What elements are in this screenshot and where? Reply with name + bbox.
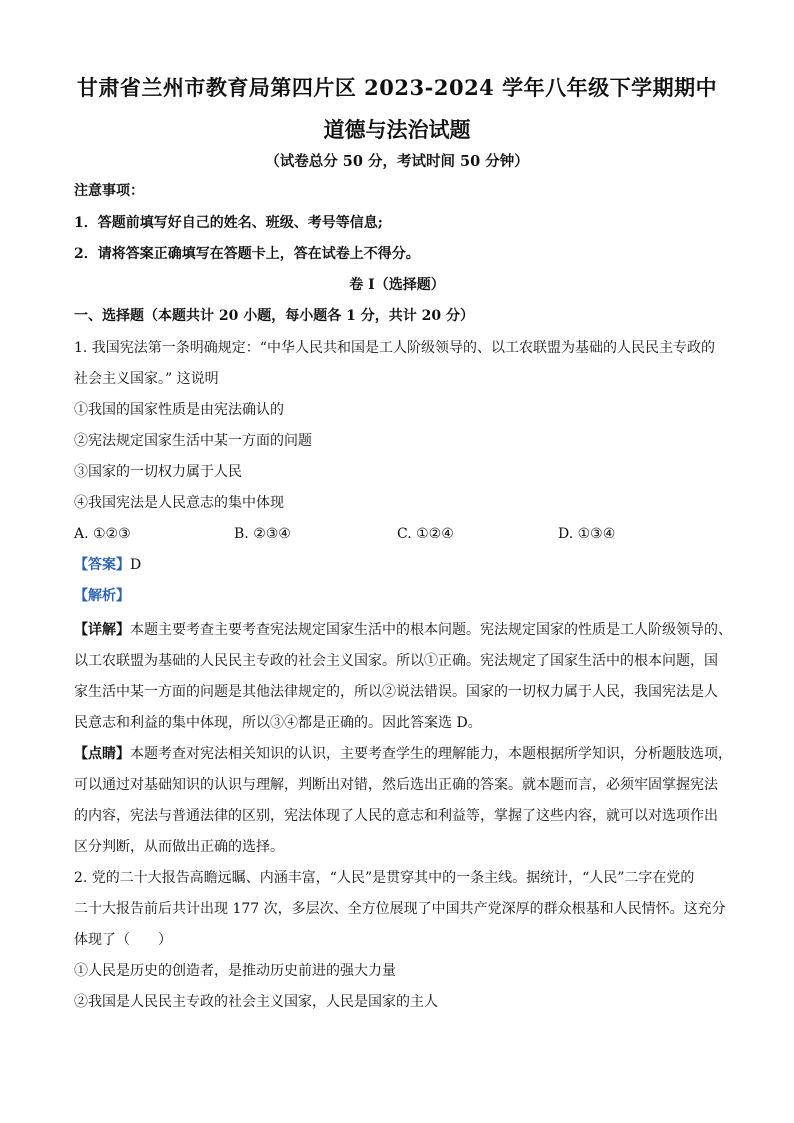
q2-statement-2: ②我国是人民民主专政的社会主义国家，人民是国家的主人 [74, 994, 438, 1010]
notice-item-2: 2．请将答案正确填写在答题卡上，答在试卷上不得分。 [74, 246, 420, 262]
q2-statement-1: ①人民是历史的创造者，是推动历史前进的强大力量 [74, 963, 396, 979]
q1-detail-line-1 [74, 620, 734, 640]
q2-stem-line-1: 2. 党的二十大报告高瞻远瞩、内涵丰富，“人民”是贯穿其中的一条主线。据统计，“人民”二字在党的 [74, 870, 695, 886]
q1-option-a: A. ①②③ [74, 526, 131, 542]
detail-text-1: 本题主要考查主要考查宪法规定国家生活中的根本问题。宪法规定国家的性质是工人阶级领导的、 [130, 622, 732, 638]
q1-comment-line-4: 区分判断，从而做出正确的选择。 [74, 839, 284, 855]
q2-stem-line-2: 二十大报告前后共计出现 177 次，多层次、全方位展现了中国共产党深厚的群众根基和人民情怀。这充分 [74, 901, 726, 917]
q1-detail-line-3: 家生活中某一方面的问题是其他法律规定的，所以②说法错误。国家的一切权力属于人民，我国宪法是人 [74, 684, 718, 700]
analysis-tag: 【解析】 [74, 588, 130, 604]
q1-statement-2: ②宪法规定国家生活中某一方面的问题 [74, 433, 312, 449]
volume-heading: 卷 I（选择题） [349, 277, 445, 293]
q1-statement-4: ④我国宪法是人民意志的集中体现 [74, 495, 284, 511]
comment-text-1: 本题考查对宪法相关知识的认识，主要考查学生的理解能力，本题根据所学知识，分析题肢选项， [130, 746, 732, 762]
comment-tag: 【点睛】 [74, 746, 130, 762]
q1-comment-line-2: 可以通过对基础知识的认识与理解，判断出对错，然后选出正确的答案。就本题而言，必须牢固掌握宪法 [74, 777, 718, 793]
exam-title: 甘肃省兰州市教育局第四片区 2023-2024 学年八年级下学期期中 [76, 75, 718, 100]
q1-statement-1: ①我国的国家性质是由宪法确认的 [74, 402, 284, 418]
q1-stem-line-1: 1. 我国宪法第一条明确规定：“中华人民共和国是工人阶级领导的、以工农联盟为基础的人民民主专政的 [74, 340, 715, 356]
q1-comment-line-3: 的内容，宪法与普通法律的区别，宪法体现了人民的意志和利益等，掌握了这些内容，就可以对选项作出 [74, 808, 718, 824]
q1-analysis [74, 586, 734, 606]
detail-tag: 【详解】 [74, 622, 130, 638]
q1-option-d: D. ①③④ [558, 526, 616, 542]
q1-option-c: C. ①②④ [397, 526, 454, 542]
q1-statement-3: ③国家的一切权力属于人民 [74, 464, 242, 480]
answer-value: D [130, 557, 142, 573]
section-heading: 一、选择题（本题共计 20 小题，每小题各 1 分，共计 20 分） [74, 308, 474, 324]
notice-item-1: 1．答题前填写好自己的姓名、班级、考号等信息; [74, 215, 383, 231]
exam-info: （试卷总分 50 分，考试时间 50 分钟） [265, 153, 529, 170]
q1-option-b: B. ②③④ [234, 526, 291, 542]
q1-detail-line-4: 民意志和利益的集中体现，所以③④都是正确的。因此答案选 D。 [74, 715, 482, 731]
answer-tag: 【答案】 [74, 557, 130, 573]
q1-answer [74, 555, 734, 575]
exam-subject: 道德与法治试题 [323, 117, 471, 142]
q1-detail-line-2: 以工农联盟为基础的人民民主专政的社会主义国家。所以①正确。宪法规定了国家生活中的根本问题，国 [74, 653, 718, 669]
notice-heading: 注意事项： [74, 183, 144, 199]
q1-stem-line-2: 社会主义国家。” 这说明 [74, 371, 219, 387]
q2-stem-line-3: 体现了（ ） [74, 932, 172, 948]
q1-comment-line-1 [74, 744, 734, 764]
